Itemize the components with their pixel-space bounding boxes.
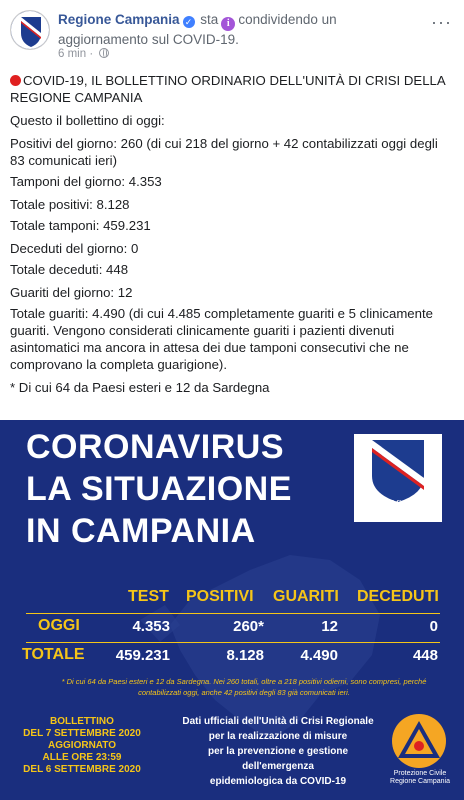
activity-text[interactable]: condividendo un aggiornamento sul COVID-19.	[58, 12, 337, 47]
post-footnote: * Di cui 64 da Paesi esteri e 12 da Sardegna	[10, 380, 270, 395]
more-options-button[interactable]: ···	[431, 12, 452, 32]
post-time[interactable]: 6 min	[58, 48, 87, 60]
logo-caption: REGIONE CAMPANIA	[358, 498, 438, 507]
bulletin-line: AGGIORNATO	[48, 740, 116, 751]
bulletin-line: DEL 6 SETTEMBRE 2020	[23, 764, 141, 775]
post-intro: Questo il bollettino di oggi:	[10, 113, 165, 128]
oggi-test: 4.353	[132, 618, 170, 635]
oggi-guariti: 12	[321, 618, 338, 635]
verified-badge-icon: ✓	[183, 16, 195, 28]
divider-middle	[26, 642, 440, 643]
positivi-giorno: Positivi del giorno: 260 (di cui 218 del giorno + 42 contabilizzati oggi degli 83 comunicati ieri)	[10, 136, 438, 168]
deceduti-giorno: Deceduti del giorno: 0	[10, 241, 139, 256]
bulletin-line: BOLLETTINO	[50, 716, 114, 727]
title-line-1: CORONAVIRUS	[26, 428, 284, 466]
official-data-note	[178, 714, 378, 789]
bulletin-line: ALLE ORE 23:59	[42, 752, 122, 763]
page-avatar[interactable]	[10, 10, 50, 50]
official-line: per la realizzazione di misure	[208, 731, 348, 742]
totale-test: 459.231	[115, 647, 170, 664]
page-name-link[interactable]: Regione Campania	[58, 12, 180, 27]
post-header	[0, 0, 464, 66]
totale-deceduti: Totale deceduti: 448	[10, 262, 129, 277]
post-author-line	[58, 11, 418, 48]
totale-guariti-cell: 4.490	[300, 647, 338, 664]
row-oggi-label: OGGI	[38, 617, 80, 634]
col-positivi: POSITIVI	[186, 588, 254, 605]
protezione-civile-logo	[390, 712, 448, 770]
col-deceduti: DECEDUTI	[357, 588, 439, 605]
guariti-giorno: Guariti del giorno: 12	[10, 285, 133, 300]
totale-positivi: Totale positivi: 8.128	[10, 197, 130, 212]
totale-deceduti-cell: 448	[412, 647, 438, 664]
totale-tamponi: Totale tamponi: 459.231	[10, 218, 151, 233]
row-totale-label: TOTALE	[22, 646, 85, 663]
official-line: epidemiologica da COVID-19	[209, 776, 347, 787]
post-text	[10, 72, 456, 400]
tamponi-giorno: Tamponi del giorno: 4.353	[10, 174, 162, 189]
infographic-image[interactable]	[0, 420, 464, 800]
totale-positivi-cell: 8.128	[226, 647, 264, 664]
activity-prefix: sta	[200, 12, 219, 27]
col-guariti: GUARITI	[273, 588, 339, 605]
globe-icon	[99, 48, 109, 58]
info-icon: i	[221, 17, 235, 31]
red-circle-icon	[10, 75, 21, 86]
oggi-positivi: 260*	[233, 618, 264, 635]
totale-guariti: Totale guariti: 4.490 (di cui 4.485 completamente guariti e 5 clinicamente guariti. Vengono considerati clinicamente guariti i pazienti divenuti asintomatici ma ancora in attesa dei due tamponi consecutivi che ne comprovano la completa guarigione).	[10, 306, 433, 372]
meta-dot: ·	[89, 48, 94, 60]
divider-top	[26, 613, 440, 614]
col-test: TEST	[128, 588, 169, 605]
bulletin-date	[12, 716, 152, 776]
infographic-footnote: * Di cui 64 da Paesi esteri e 12 da Sardegna. Nei 260 totali, oltre a 218 positivi odierni, sono compresi, perché contabilizzati oggi, anche 42 positivi degli 83 già comunicati ieri.	[61, 677, 427, 697]
protezione-civile-caption	[380, 770, 460, 786]
post-meta	[58, 48, 109, 60]
regione-campania-logo	[350, 430, 446, 526]
official-line: per la prevenzione e gestione dell'emergenza	[207, 746, 349, 772]
oggi-deceduti: 0	[429, 618, 438, 635]
post-headline: COVID-19, IL BOLLETTINO ORDINARIO DELL'UNITÀ DI CRISI DELLA REGIONE CAMPANIA	[10, 73, 445, 105]
pc-caption-line: Protezione Civile	[393, 770, 447, 777]
bulletin-line: DEL 7 SETTEMBRE 2020	[23, 728, 141, 739]
official-line: Dati ufficiali dell'Unità di Crisi Regionale	[182, 716, 374, 727]
pc-caption-line: Regione Campania	[390, 778, 450, 785]
title-line-2: LA SITUAZIONE	[26, 470, 292, 508]
title-line-3: IN CAMPANIA	[26, 512, 256, 550]
